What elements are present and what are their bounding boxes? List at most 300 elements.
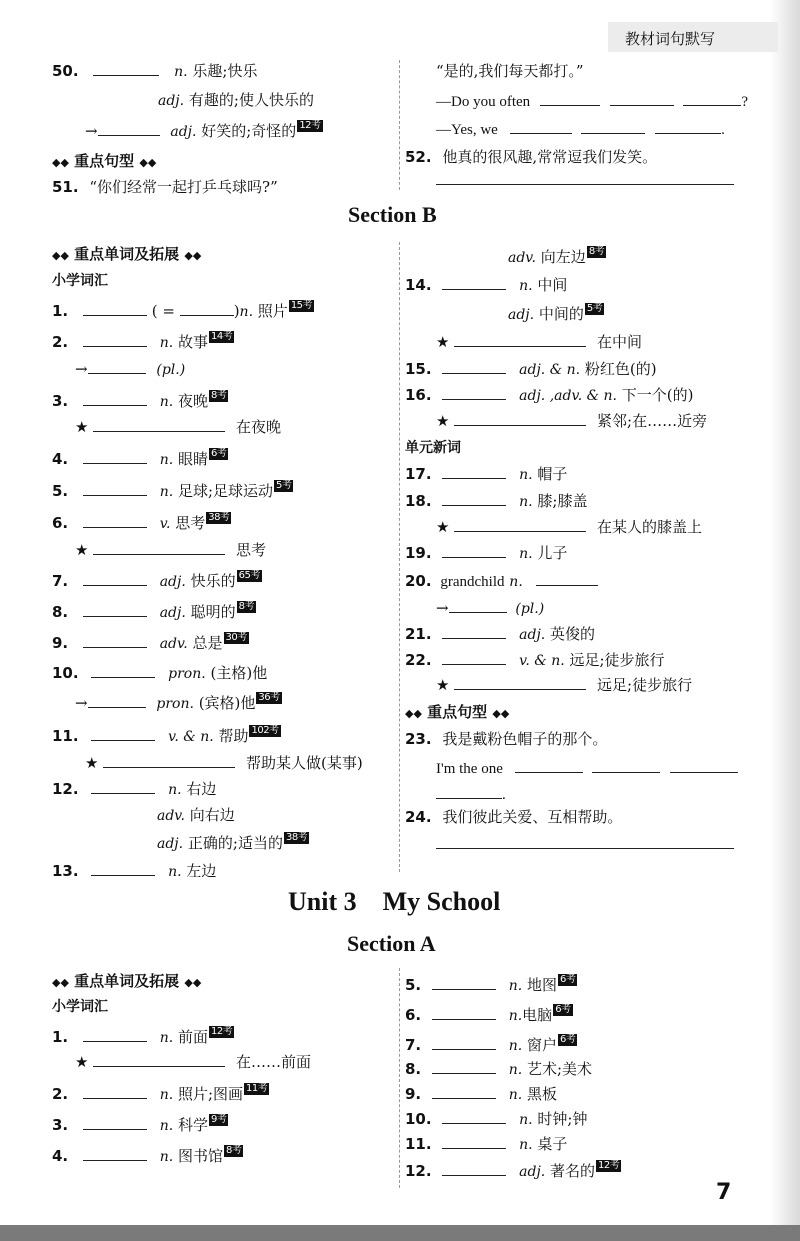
star-icon: ★ — [75, 418, 89, 436]
frequency-badge: 15考 — [290, 300, 313, 311]
b-item-7 — [52, 570, 262, 591]
u3-item-11 — [405, 1133, 567, 1154]
frequency-badge: 65考 — [238, 570, 260, 581]
answer-blank[interactable] — [442, 384, 506, 400]
meaning: 有趣的;使人快乐的 — [188, 91, 314, 109]
item-52 — [405, 146, 657, 167]
item-number: 18. — [405, 492, 432, 510]
answer-blank[interactable] — [432, 1083, 496, 1099]
item-number: 11. — [405, 1135, 432, 1153]
item-number: 12. — [405, 1162, 432, 1180]
answer-blank[interactable] — [83, 1145, 147, 1161]
u3-item-2 — [52, 1083, 269, 1104]
answer-blank[interactable] — [540, 90, 600, 106]
item-number: 50. — [52, 62, 79, 80]
item-number: 9. — [405, 1085, 422, 1103]
answer-blank[interactable] — [83, 1083, 147, 1099]
meaning: 正确的;适当的 — [187, 834, 283, 852]
primary-vocab-heading: 小学词汇 — [52, 999, 108, 1015]
b-item-19 — [405, 542, 567, 563]
diamond-ornament-left-icon: ◆◆ — [52, 156, 69, 169]
answer-blank[interactable] — [93, 60, 159, 76]
answer-blank[interactable] — [610, 90, 674, 106]
b-item-2-plural — [75, 358, 185, 378]
meaning: 中间 — [537, 276, 568, 294]
heading-text: 重点句型 — [74, 152, 135, 170]
frequency-badge: 14考 — [210, 331, 233, 342]
answer-blank[interactable] — [683, 90, 741, 106]
punctuation: ? — [741, 94, 749, 110]
meaning: 故事 — [177, 333, 208, 351]
frequency-badge: 11考 — [246, 1083, 268, 1094]
part-of-speech: v. & n. — [168, 729, 214, 745]
item-number: 3. — [52, 392, 69, 410]
answer-blank[interactable] — [454, 410, 586, 426]
meaning: 电脑 — [522, 1006, 553, 1024]
b-item-14-phrase — [436, 331, 642, 352]
answer-blank[interactable] — [442, 490, 506, 506]
meaning: 艺术;美术 — [526, 1060, 593, 1078]
meaning: 照片 — [257, 302, 288, 320]
part-of-speech: n. — [159, 484, 174, 500]
part-of-speech: adj. — [159, 574, 186, 590]
part-of-speech: v. & n. — [519, 653, 565, 669]
answer-blank[interactable] — [83, 390, 147, 406]
part-of-speech: n. — [508, 978, 523, 994]
meaning: 粉红色(的) — [584, 360, 657, 378]
b-item-5 — [52, 480, 293, 501]
punctuation: . — [721, 122, 725, 138]
answer-blank[interactable] — [442, 463, 506, 479]
part-of-speech: n. — [519, 546, 533, 562]
meaning: 在……前面 — [236, 1053, 312, 1071]
part-of-speech: n. — [508, 1087, 523, 1103]
answer-blank[interactable] — [442, 649, 506, 665]
frequency-badge: 30考 — [225, 632, 247, 643]
meaning: 思考 — [175, 514, 206, 532]
b-item-6-phrase — [75, 539, 266, 560]
u3-item-12 — [405, 1160, 621, 1181]
answer-blank[interactable] — [432, 1034, 496, 1050]
answer-blank[interactable] — [592, 757, 660, 773]
b-item-20-plural — [436, 597, 544, 617]
answer-blank[interactable] — [93, 1051, 225, 1067]
b-item-10-object — [75, 692, 282, 713]
new-words-heading: 单元新词 — [405, 440, 461, 456]
diamond-ornament-right-icon: ◆◆ — [184, 976, 202, 989]
b-item-11-phrase — [85, 752, 363, 773]
b-item-15 — [405, 358, 657, 379]
answer-blank[interactable] — [442, 274, 506, 290]
answer-blank[interactable] — [91, 778, 155, 794]
b-item-13-adv — [508, 246, 606, 267]
answer-blank[interactable] — [103, 752, 235, 768]
answer-blank[interactable] — [91, 662, 155, 678]
star-icon: ★ — [436, 333, 450, 351]
meaning: 在夜晚 — [236, 418, 282, 436]
answer-blank[interactable] — [454, 516, 586, 532]
item-51-question — [436, 90, 748, 111]
b-item-10 — [52, 662, 267, 683]
key-sentences-heading — [52, 150, 156, 171]
meaning: 左边 — [186, 862, 217, 880]
meaning: 思考 — [236, 541, 267, 559]
part-of-speech: n. — [508, 1008, 523, 1024]
u3-item-7 — [405, 1034, 577, 1055]
frequency-badge: 6考 — [555, 1004, 571, 1015]
b-item-17 — [405, 463, 567, 484]
answer-blank[interactable] — [83, 601, 147, 617]
b-item-24-answer-line[interactable] — [436, 848, 734, 849]
meaning: 远足;徒步旅行 — [569, 651, 665, 669]
answer-blank[interactable] — [655, 118, 721, 134]
part-of-speech: v. — [159, 516, 171, 532]
answer-blank[interactable] — [432, 1058, 496, 1074]
frequency-badge: 12考 — [299, 120, 321, 131]
column-divider — [399, 60, 400, 190]
part-of-speech: n. — [519, 1112, 533, 1128]
meaning: 在某人的膝盖上 — [597, 518, 703, 536]
unit-3-section-title: Section A — [347, 931, 436, 956]
b-item-23-english-cont — [436, 783, 506, 804]
diamond-ornament-left-icon: ◆◆ — [52, 249, 69, 262]
item-50-adj — [158, 89, 314, 110]
paren: ( = — [151, 302, 175, 320]
b-item-12-adj — [157, 832, 309, 853]
u3-item-10 — [405, 1108, 587, 1129]
meaning: 夜晚 — [177, 392, 208, 410]
meaning: 膝;膝盖 — [537, 492, 588, 510]
item-number: 23. — [405, 730, 432, 748]
item-number: 10. — [405, 1110, 432, 1128]
meaning: 乐趣;快乐 — [192, 62, 258, 80]
b-item-22 — [405, 649, 665, 670]
part-of-speech: n. — [159, 335, 174, 351]
item-number: 8. — [52, 603, 69, 621]
item-number: 4. — [52, 450, 69, 468]
b-item-12-adv — [157, 804, 235, 825]
frequency-badge: 12考 — [598, 1160, 620, 1171]
answer-blank[interactable] — [98, 120, 160, 136]
sentence-text: “你们经常一起打乒乓球吗?” — [89, 178, 278, 196]
sentence-text: —Do you often — [436, 94, 531, 110]
vocab-heading — [52, 243, 201, 264]
u3-item-4 — [52, 1145, 243, 1166]
answer-blank[interactable] — [436, 783, 502, 799]
part-of-speech: adj. — [508, 307, 535, 323]
frequency-badge: 36考 — [258, 692, 280, 703]
answer-blank[interactable] — [442, 542, 506, 558]
item-number: 1. — [52, 302, 69, 320]
meaning: 桌子 — [537, 1135, 568, 1153]
b-item-1 — [52, 300, 314, 321]
part-of-speech: n. — [519, 494, 533, 510]
u3-item-1-phrase — [75, 1051, 311, 1072]
meaning: 窗户 — [526, 1036, 557, 1054]
part-of-speech: n. — [168, 782, 182, 798]
meaning: 科学 — [177, 1116, 208, 1134]
star-icon: ★ — [85, 754, 99, 772]
part-of-speech: n. — [159, 394, 174, 410]
paren: ) — [233, 302, 240, 320]
frequency-badge: 8考 — [588, 246, 605, 257]
meaning: 紧邻;在……近旁 — [597, 412, 708, 430]
item-51 — [52, 176, 278, 197]
arrow-right-icon: → — [75, 694, 88, 712]
meaning: (宾格)他 — [198, 694, 256, 712]
part-of-speech: adv. — [157, 808, 186, 824]
part-of-speech: n. — [159, 1118, 174, 1134]
b-item-16-phrase — [436, 410, 707, 431]
item-number: 52. — [405, 148, 432, 166]
part-of-speech: n. — [159, 1087, 174, 1103]
part-of-speech: adj. — [157, 836, 184, 852]
b-item-23 — [405, 728, 607, 749]
u3-item-5 — [405, 974, 577, 995]
frequency-badge: 8考 — [238, 601, 254, 612]
answer-blank[interactable] — [442, 1133, 506, 1149]
meaning: 帮助 — [218, 727, 249, 745]
item-number: 6. — [52, 514, 69, 532]
arrow-right-icon: → — [75, 360, 88, 378]
meaning: 帽子 — [537, 465, 568, 483]
part-of-speech: n. — [159, 1149, 174, 1165]
diamond-ornament-right-icon: ◆◆ — [492, 707, 510, 720]
answer-blank[interactable] — [83, 632, 147, 648]
answer-blank[interactable] — [93, 416, 225, 432]
b-item-3-phrase — [75, 416, 281, 437]
item-number: 6. — [405, 1006, 422, 1024]
answer-blank[interactable] — [454, 674, 586, 690]
item-number: 9. — [52, 634, 69, 652]
part-of-speech: pron. — [168, 666, 206, 682]
b-item-14 — [405, 274, 567, 295]
sentence-text: I'm the one — [436, 761, 503, 777]
meaning: 右边 — [186, 780, 217, 798]
meaning: 前面 — [177, 1028, 208, 1046]
meaning: 中间的 — [538, 305, 584, 323]
item-number: 5. — [52, 482, 69, 500]
b-item-3 — [52, 390, 228, 411]
part-of-speech: pron. — [156, 696, 194, 712]
u3-item-8 — [405, 1058, 592, 1079]
item-number: 8. — [405, 1060, 422, 1078]
answer-blank[interactable] — [91, 860, 155, 876]
sentence-text: 我们彼此关爱、互相帮助。 — [442, 808, 623, 826]
item-number: 21. — [405, 625, 432, 643]
part-of-speech: adv. — [159, 636, 188, 652]
star-icon: ★ — [436, 412, 450, 430]
frequency-badge: 8考 — [210, 390, 227, 401]
meaning: 聪明的 — [190, 603, 236, 621]
answer-blank[interactable] — [88, 692, 146, 708]
item-number: 10. — [52, 664, 79, 682]
answer-blank[interactable] — [83, 331, 147, 347]
b-item-14-adj — [508, 303, 604, 324]
answer-blank[interactable] — [88, 358, 146, 374]
answer-blank[interactable] — [83, 448, 147, 464]
meaning: 图书馆 — [177, 1147, 223, 1165]
item-number: 5. — [405, 976, 422, 994]
u3-item-6 — [405, 1004, 573, 1025]
frequency-badge: 38考 — [285, 832, 308, 843]
key-sentences-heading — [405, 701, 509, 722]
answer-blank[interactable] — [93, 539, 225, 555]
b-item-20 — [405, 570, 598, 591]
part-of-speech: n. — [168, 864, 182, 880]
frequency-badge: 102考 — [251, 725, 279, 736]
item-50 — [52, 60, 257, 81]
answer-blank[interactable] — [670, 757, 738, 773]
part-of-speech: n. — [239, 304, 254, 320]
b-item-2 — [52, 331, 234, 352]
meaning: 快乐的 — [190, 572, 236, 590]
item-number: 16. — [405, 386, 432, 404]
answer-blank[interactable] — [432, 974, 496, 990]
primary-vocab-heading: 小学词汇 — [52, 273, 108, 289]
answer-blank[interactable] — [515, 757, 583, 773]
b-item-24 — [405, 806, 622, 827]
item-51-answer-line: “是的,我们每天都打。” — [436, 62, 584, 80]
item-number: 20. — [405, 572, 432, 590]
meaning: 向左边 — [540, 248, 586, 266]
item-number: 15. — [405, 360, 432, 378]
part-of-speech: adj. — [519, 1164, 546, 1180]
star-icon: ★ — [436, 676, 450, 694]
answer-blank[interactable] — [536, 570, 598, 586]
part-of-speech: n. — [159, 1030, 174, 1046]
answer-blank[interactable] — [432, 1004, 496, 1020]
column-divider — [399, 242, 400, 872]
meaning: 足球;足球运动 — [177, 482, 274, 500]
frequency-badge: 6考 — [559, 974, 576, 985]
meaning: 眼睛 — [177, 450, 208, 468]
part-of-speech: n. — [508, 1038, 523, 1054]
part-of-speech: adj. — [170, 124, 197, 140]
frequency-badge: 8考 — [225, 1145, 242, 1156]
meaning: (主格)他 — [210, 664, 268, 682]
part-of-speech: adj. & n. — [519, 362, 581, 378]
item-number: 11. — [52, 727, 79, 745]
answer-blank[interactable] — [91, 725, 155, 741]
page-edge-shadow — [770, 0, 800, 1241]
item-number: 51. — [52, 178, 79, 196]
star-icon: ★ — [75, 1053, 89, 1071]
item-number: 2. — [52, 1085, 69, 1103]
b-item-22-phrase — [436, 674, 692, 695]
frequency-badge: 5考 — [586, 303, 603, 314]
answer-blank[interactable] — [581, 118, 645, 134]
punctuation: . — [502, 787, 506, 803]
item-number: 7. — [405, 1036, 422, 1054]
meaning: 英俊的 — [550, 625, 596, 643]
b-item-18 — [405, 490, 587, 511]
diamond-ornament-left-icon: ◆◆ — [52, 976, 69, 989]
answer-blank[interactable] — [83, 300, 147, 316]
frequency-badge: 6考 — [210, 448, 227, 459]
item-number: 14. — [405, 276, 432, 294]
meaning: 好笑的;奇怪的 — [201, 122, 297, 140]
part-of-speech: adj. — [519, 627, 546, 643]
arrow-right-icon: → — [436, 599, 449, 617]
answer-blank[interactable] — [180, 300, 234, 316]
item-52-answer-line[interactable] — [436, 184, 734, 185]
item-51-reply — [436, 118, 725, 139]
part-of-speech: adj. ,adv. & n. — [519, 388, 617, 404]
meaning: 向右边 — [189, 806, 235, 824]
arrow-right-icon: → — [85, 122, 98, 140]
answer-blank[interactable] — [442, 623, 506, 639]
answer-blank[interactable] — [83, 480, 147, 496]
item-number: 22. — [405, 651, 432, 669]
star-icon: ★ — [75, 541, 89, 559]
answer-blank[interactable] — [442, 1108, 506, 1124]
meaning: 著名的 — [550, 1162, 596, 1180]
frequency-badge: 6考 — [559, 1034, 576, 1045]
item-number: 7. — [52, 572, 69, 590]
b-item-21 — [405, 623, 595, 644]
heading-text: 重点单词及拓展 — [74, 972, 180, 990]
b-item-9 — [52, 632, 249, 653]
part-of-speech: n. — [174, 64, 188, 80]
item-number: 3. — [52, 1116, 69, 1134]
sentence-text: 我是戴粉色帽子的那个。 — [442, 730, 608, 748]
frequency-badge: 38考 — [208, 512, 230, 523]
answer-blank[interactable] — [83, 512, 147, 528]
diamond-ornament-right-icon: ◆◆ — [139, 156, 157, 169]
b-item-23-english — [436, 757, 738, 778]
b-item-12 — [52, 778, 216, 799]
b-item-6 — [52, 512, 231, 533]
sentence-text: 他真的很风趣,常常逗我们发笑。 — [442, 148, 658, 166]
answer-blank[interactable] — [449, 597, 507, 613]
star-icon: ★ — [436, 518, 450, 536]
item-number: 4. — [52, 1147, 69, 1165]
meaning: 在中间 — [597, 333, 643, 351]
item-number: 19. — [405, 544, 432, 562]
heading-text: 重点单词及拓展 — [74, 245, 180, 263]
answer-blank[interactable] — [454, 331, 586, 347]
part-of-speech: n. — [519, 278, 533, 294]
answer-blank[interactable] — [83, 570, 147, 586]
answer-blank[interactable] — [83, 1114, 147, 1130]
item-number: 13. — [52, 862, 79, 880]
meaning: 地图 — [526, 976, 557, 994]
answer-blank[interactable] — [442, 1160, 506, 1176]
b-item-13 — [52, 860, 216, 881]
u3-item-3 — [52, 1114, 228, 1135]
part-of-speech: n. — [508, 1062, 523, 1078]
u3-item-9 — [405, 1083, 557, 1104]
header-title: 教材词句默写 — [625, 30, 716, 48]
frequency-badge: 9考 — [210, 1114, 227, 1125]
heading-text: 重点句型 — [427, 703, 488, 721]
part-of-speech: n. — [509, 574, 523, 590]
answer-blank[interactable] — [442, 358, 506, 374]
plural-marker: (pl.) — [515, 601, 545, 617]
item-number: 17. — [405, 465, 432, 483]
vocab-heading — [52, 970, 201, 991]
item-number: 24. — [405, 808, 432, 826]
answer-blank[interactable] — [510, 118, 572, 134]
b-item-18-phrase — [436, 516, 702, 537]
item-number: 12. — [52, 780, 79, 798]
part-of-speech: adj. — [159, 605, 186, 621]
meaning: 总是 — [192, 634, 223, 652]
answer-blank[interactable] — [83, 1026, 147, 1042]
section-b-title: Section B — [348, 202, 437, 227]
part-of-speech: n. — [519, 1137, 533, 1153]
